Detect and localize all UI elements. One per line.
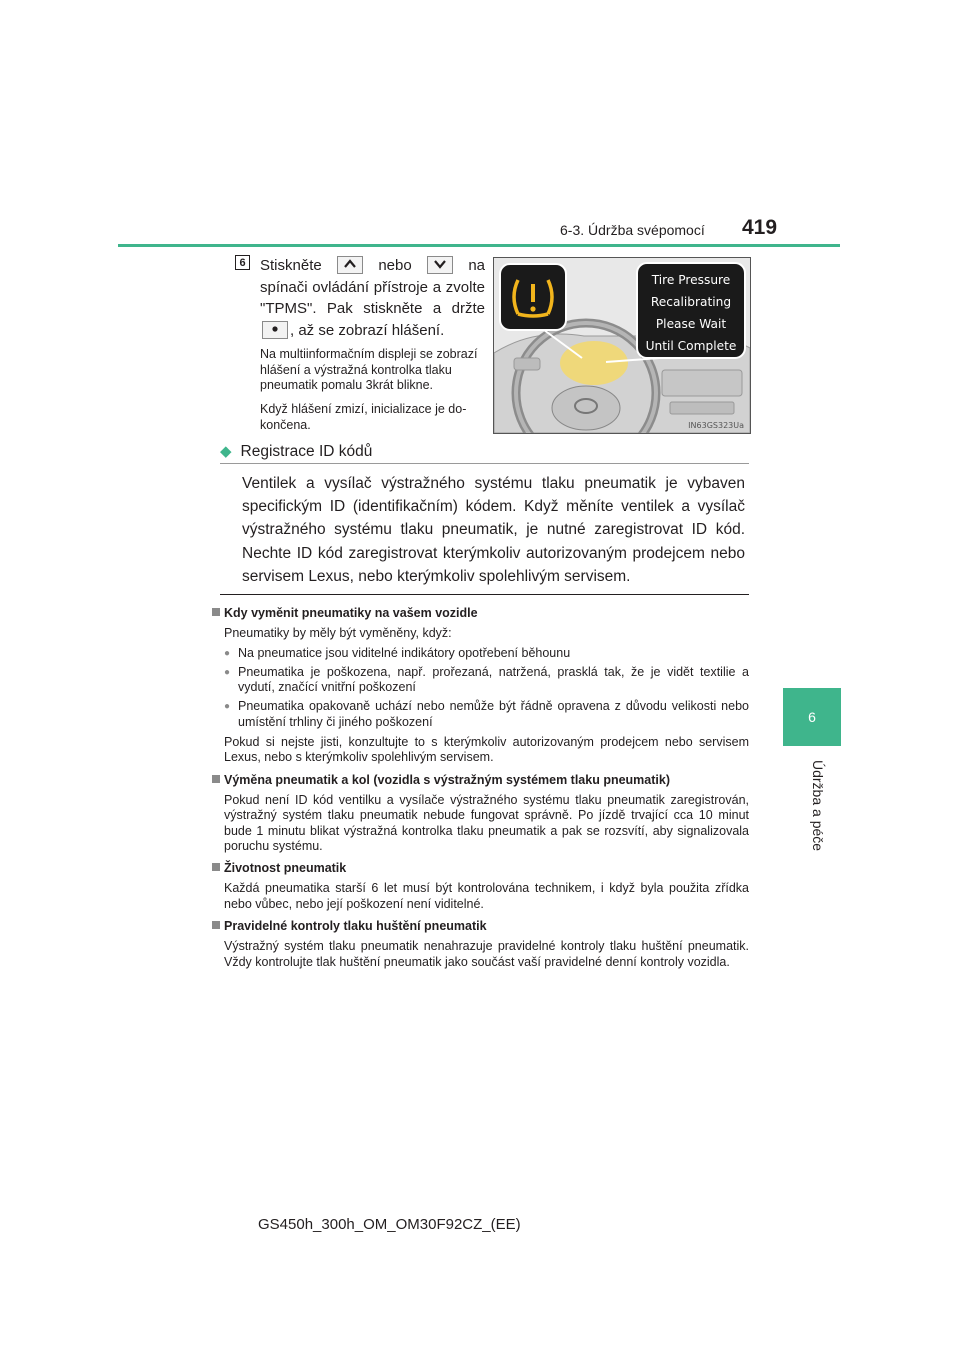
square-bullet-icon: [212, 863, 220, 871]
chapter-tab: [783, 688, 841, 746]
display-line-1: Tire Pressure: [651, 273, 731, 287]
section-heading: [220, 442, 372, 461]
note-bullet: ● Pneumatika opakovaně uchází nebo nemůže být řádně opravena z důvodu velikosti nebo umístění trhliny či jiného poškození: [224, 699, 749, 729]
section-heading-text: Registrace ID kódů: [240, 443, 373, 460]
display-line-3: Please Wait: [655, 317, 727, 331]
page-number: 419: [742, 216, 778, 239]
step-note-2: Když hlášení zmizí, inicializace je dokončena.: [260, 402, 467, 432]
note-bullet: ● Pneumatika je poškozena, např. prořezaná, natržená, prasklá tak, že je vidět textilie a vydutí, značící vnitřní poškození: [224, 664, 749, 695]
header-rule: [118, 244, 840, 247]
step-text-4: , až se zobrazí hlášení.: [290, 321, 445, 339]
step-text-1: Stiskněte: [260, 257, 322, 274]
note-paragraph: Pokud není ID kód ventilku a vysílače výstražného systému tlaku pneumatik zaregistrován, výstražný systém tlaku pneumatik nebude fungovat správně. Po jízdě trvající cca 10 minut bude 1 minutu blikat výstražná kontrolka tlaku pneumatik a pak se rozsvítí, aby signalizovala poruchu systému.: [224, 792, 749, 853]
step-note-1: Na multiinformačním displeji se zobrazí hlášení a výstražná kontrolka tlaku pneumatik pomalu 3krát blikne.: [260, 347, 478, 392]
section-rule: [220, 463, 749, 464]
note-heading: Kdy vyměnit pneumatiky na vašem vozidle: [212, 606, 749, 621]
section-body: Ventilek a vysílač výstražného systému tlaku pneumatik je vybaven specifickým ID (identifikačním) kódem. Když měníte ventilek a vysílač výstražného systému tlaku pneumatik, je nutné zaregistrovat ID kód. Nechte ID kód zaregistrovat kterýmkoliv autorizovaným prodejcem nebo servisem Lexus, nebo kterýmkoliv spolehlivým servisem.: [242, 475, 745, 585]
diamond-icon: ◆: [220, 443, 232, 460]
illustration-code: IN63GS323Ua: [688, 421, 744, 430]
note-bullet: ● Na pneumatice jsou viditelné indikátory opotřebení běhounu: [224, 645, 571, 660]
square-bullet-icon: [212, 608, 220, 616]
notes-block: [212, 606, 749, 970]
chapter-title: Údržba a péče: [810, 760, 826, 852]
square-bullet-icon: [212, 775, 220, 783]
down-button-icon: [427, 256, 453, 274]
display-line-2: Recalibrating: [650, 295, 732, 309]
note-heading: Životnost pneumatik: [212, 861, 749, 876]
note-paragraph: Pneumatiky by měly být vyměněny, když:: [224, 626, 452, 641]
note-paragraph: Výstražný systém tlaku pneumatik nenahrazuje pravidelné kontroly tlaku huštění pneumatik. Vždy kontrolujte tlak huštění pneumatik jako součást vaší pravidelné denní kontroly vozidla.: [224, 939, 749, 969]
document-code-footer: GS450h_300h_OM_OM30F92CZ_(EE): [258, 1216, 521, 1233]
round-bullet-icon: ●: [224, 701, 231, 713]
step-text-3: na spínači ovládání přístroje a zvolte "TPMS". Pak stiskněte a držte: [260, 257, 486, 317]
notes-separator: [220, 594, 749, 595]
display-line-4: Until Complete: [645, 339, 737, 353]
note-paragraph: Každá pneumatika starší 6 let musí být kontrolována technikem, i když byla použita zřídka nebo vůbec, nebo její poškození není viditelné.: [224, 881, 749, 911]
running-header-section: 6-3. Údržba svépomocí: [560, 222, 705, 238]
dashboard-illustration: [493, 257, 751, 434]
step-instruction: [260, 255, 485, 341]
square-bullet-icon: [212, 921, 220, 929]
up-button-icon: [337, 256, 363, 274]
round-bullet-icon: ●: [224, 666, 231, 678]
chapter-number: 6: [808, 709, 816, 725]
note-heading: Výměna pneumatik a kol (vozidla s výstražným systémem tlaku pneumatik): [212, 773, 749, 788]
note-heading: Pravidelné kontroly tlaku huštění pneumatik: [212, 919, 749, 934]
dashboard-drawing: [494, 258, 750, 433]
step-text-2: nebo: [378, 257, 412, 274]
note-paragraph: Pokud si nejste jisti, konzultujte to s kterýmkoliv autorizovaným prodejcem nebo servisem Lexus, nebo s kterýmkoliv spolehlivým servisem.: [224, 735, 749, 765]
step-number-badge: 6: [235, 255, 250, 270]
enter-button-icon: [262, 321, 288, 339]
round-bullet-icon: ●: [224, 647, 231, 659]
